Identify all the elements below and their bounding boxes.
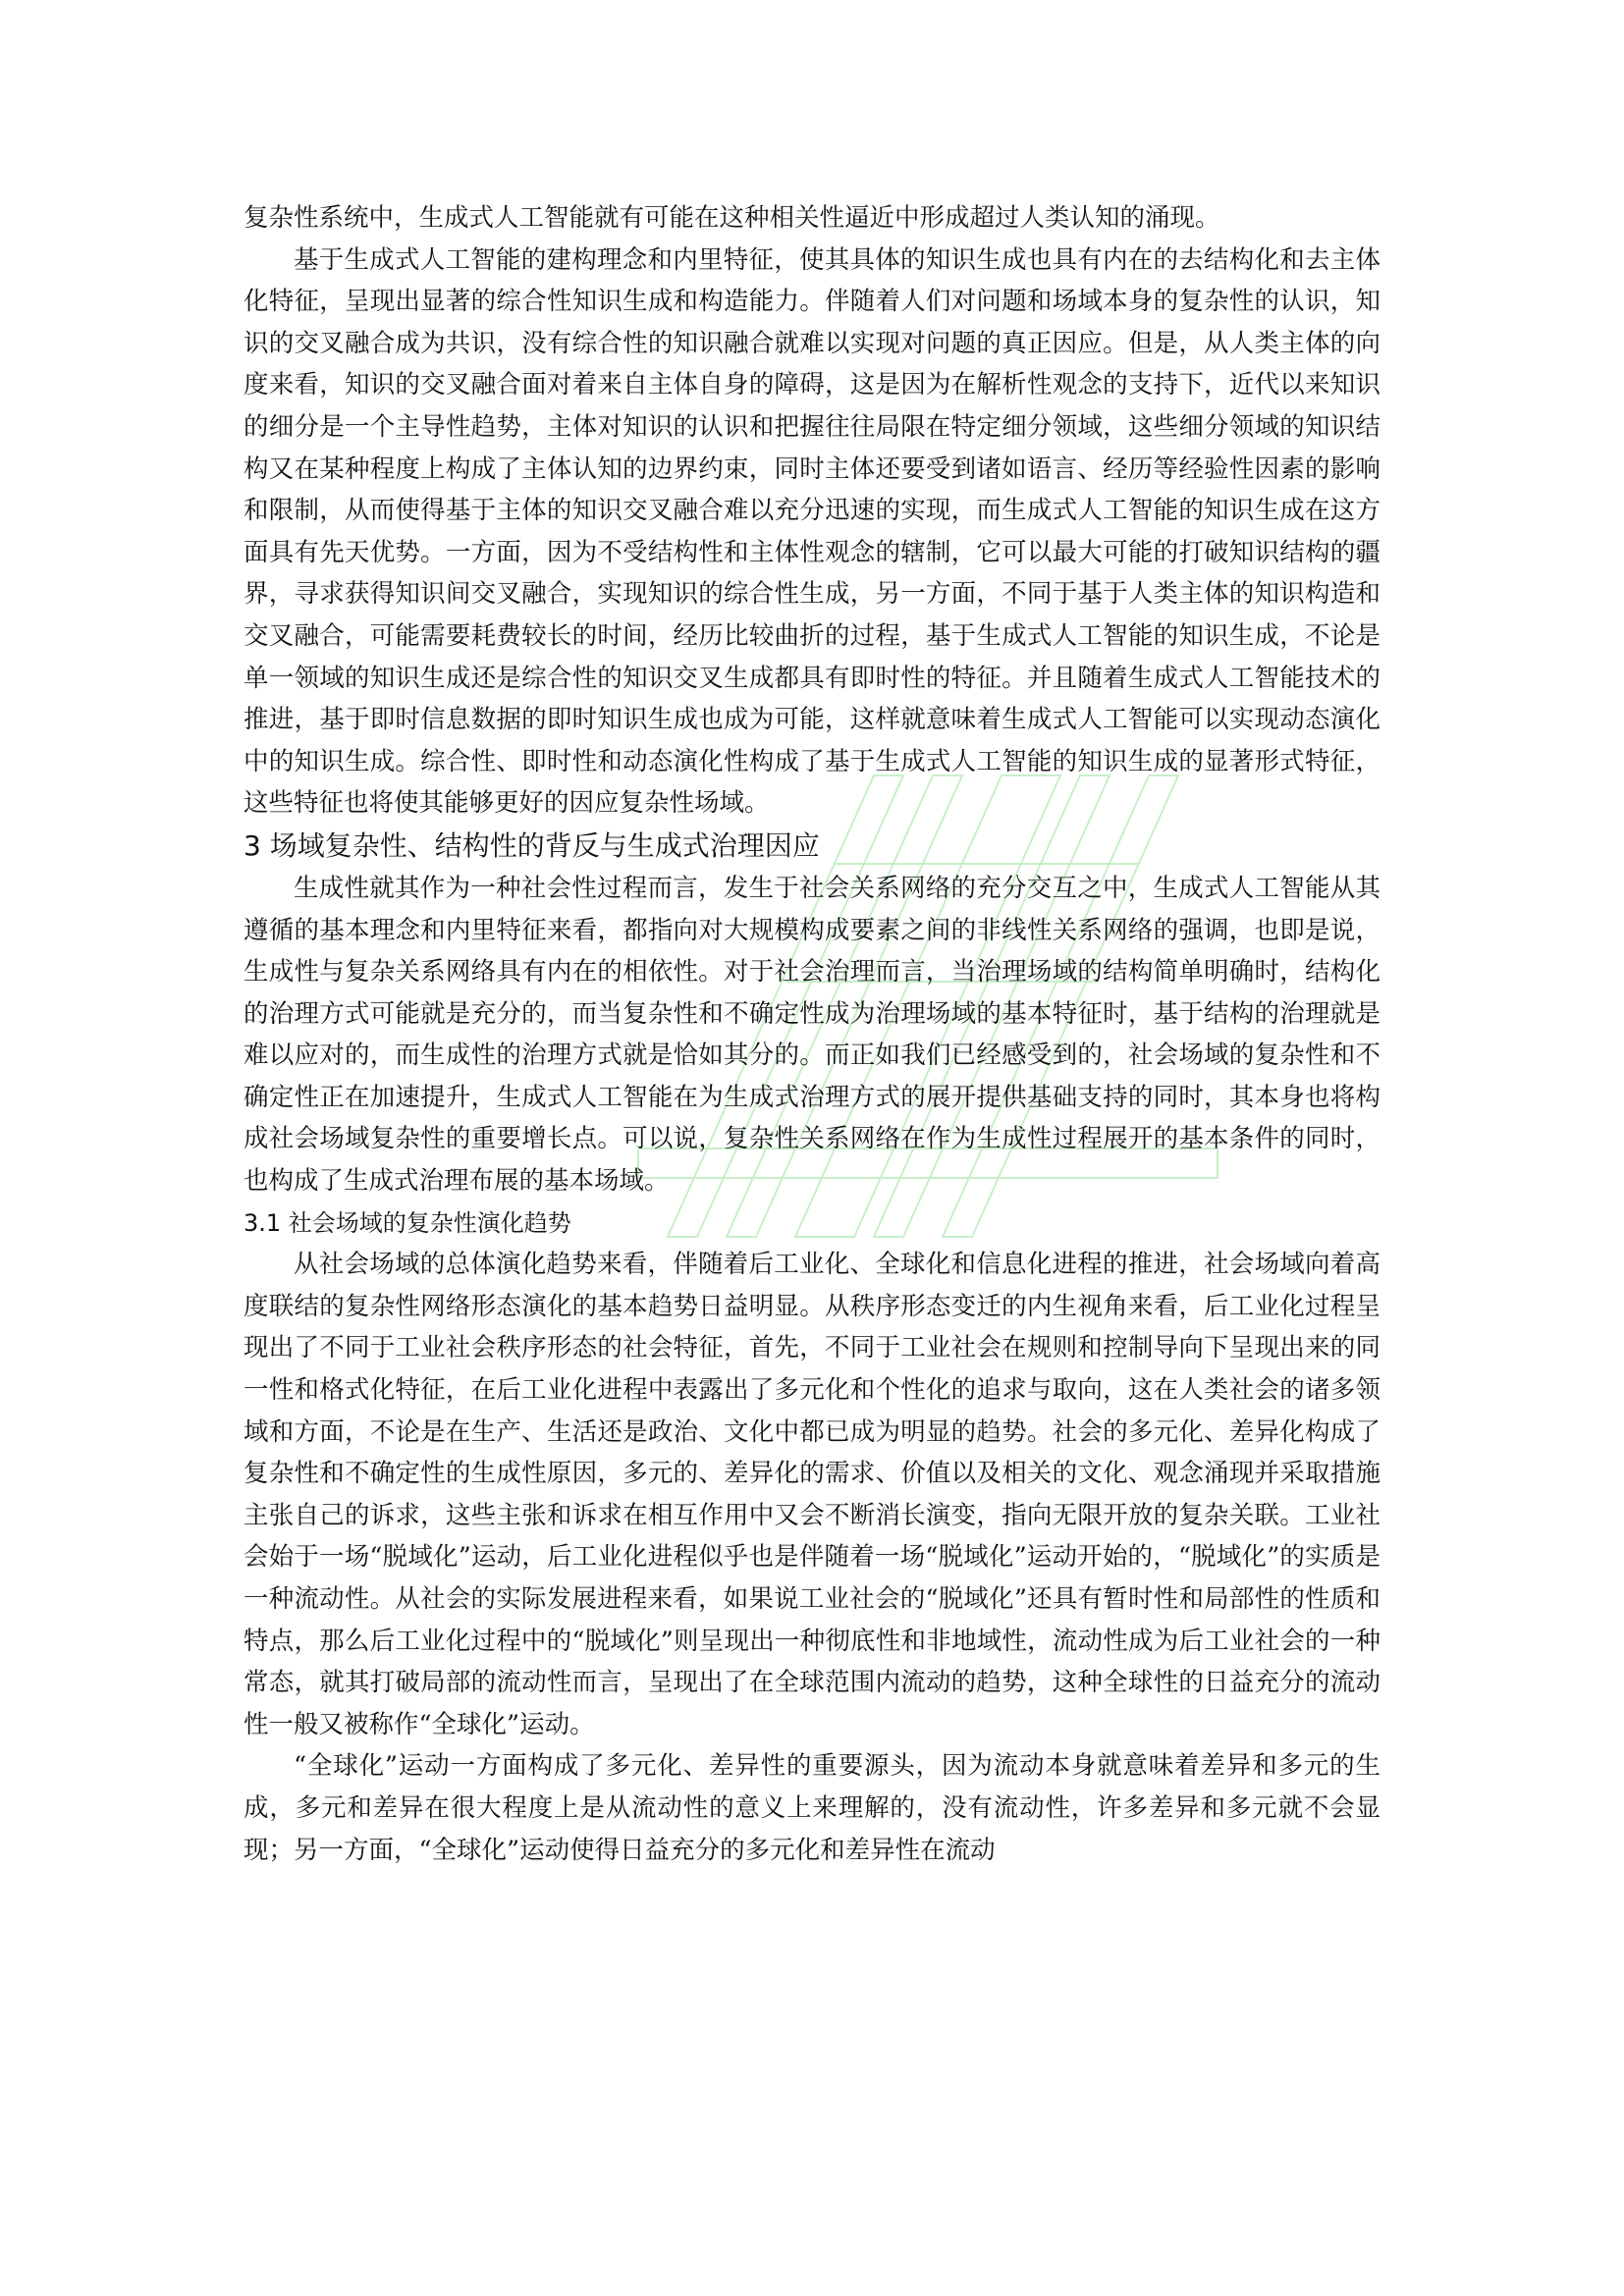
paragraph: 复杂性系统中，生成式人工智能就有可能在这种相关性逼近中形成超过人类认知的涌现。: [244, 203, 1220, 233]
article-body: [244, 197, 1380, 1871]
subsection-heading: 3.1 社会场域的复杂性演化趋势: [244, 1208, 571, 1237]
section-heading: 3 场域复杂性、结构性的背反与生成式治理因应: [244, 828, 820, 862]
paragraph: 生成性就其作为一种社会性过程而言，发生于社会关系网络的充分交互之中，生成式人工智能从其遵循的基本理念和内里特征来看，都指向对大规模构成要素之间的非线性关系网络的强调，也即是说，生成性与复杂关系网络具有内在的相依性。对于社会治理而言，当治理场域的结构简单明确时，结构化的治理方式可能就是充分的，而当复杂性和不确定性成为治理场域的基本特征时，基于结构的治理就是难以应对的，而生成性的治理方式就是恰如其分的。而正如我们已经感受到的，社会场域的复杂性和不确定性正在加速提升，生成式人工智能在为生成式治理方式的展开提供基础支持的同时，其本身也将构成社会场域复杂性的重要增长点。可以说，复杂性关系网络在作为生成性过程展开的基本条件的同时，也构成了生成式治理布展的基本场域。: [244, 873, 1380, 1197]
paragraph: “全球化”运动一方面构成了多元化、差异性的重要源头，因为流动本身就意味着差异和多元的生成，多元和差异在很大程度上是从流动性的意义上来理解的，没有流动性，许多差异和多元就不会显现；另一方面，“全球化”运动使得日益充分的多元化和差异性在流动: [244, 1751, 1380, 1865]
paragraph: 从社会场域的总体演化趋势来看，伴随着后工业化、全球化和信息化进程的推进，社会场域向着高度联结的复杂性网络形态演化的基本趋势日益明显。从秩序形态变迁的内生视角来看，后工业化过程呈现出了不同于工业社会秩序形态的社会特征，首先，不同于工业社会在规则和控制导向下呈现出来的同一性和格式化特征，在后工业化进程中表露出了多元化和个性化的追求与取向，这在人类社会的诸多领域和方面，不论是在生产、生活还是政治、文化中都已成为明显的趋势。社会的多元化、差异化构成了复杂性和不确定性的生成性原因，多元的、差异化的需求、价值以及相关的文化、观念涌现并采取措施主张自己的诉求，这些主张和诉求在相互作用中又会不断消长演变，指向无限开放的复杂关联。工业社会始于一场“脱域化”运动，后工业化进程似乎也是伴随着一场“脱域化”运动开始的，“脱域化”的实质是一种流动性。从社会的实际发展进程来看，如果说工业社会的“脱域化”还具有暂时性和局部性的性质和特点，那么后工业化过程中的“脱域化”则呈现出一种彻底性和非地域性，流动性成为后工业社会的一种常态，就其打破局部的流动性而言，呈现出了在全球范围内流动的趋势，这种全球性的日益充分的流动性一般又被称作“全球化”运动。: [244, 1250, 1380, 1739]
paragraph: 基于生成式人工智能的建构理念和内里特征，使其具体的知识生成也具有内在的去结构化和去主体化特征，呈现出显著的综合性知识生成和构造能力。伴随着人们对问题和场域本身的复杂性的认识，知识的交叉融合成为共识，没有综合性的知识融合就难以实现对问题的真正因应。但是，从人类主体的向度来看，知识的交叉融合面对着来自主体自身的障碍，这是因为在解析性观念的支持下，近代以来知识的细分是一个主导性趋势，主体对知识的认识和把握往往局限在特定细分领域，这些细分领域的知识结构又在某种程度上构成了主体认知的边界约束，同时主体还要受到诸如语言、经历等经验性因素的影响和限制，从而使得基于主体的知识交叉融合难以充分迅速的实现，而生成式人工智能的知识生成在这方面具有先天优势。一方面，因为不受结构性和主体性观念的辖制，它可以最大可能的打破知识结构的疆界，寻求获得知识间交叉融合，实现知识的综合性生成，另一方面，不同于基于人类主体的知识构造和交叉融合，可能需要耗费较长的时间，经历比较曲折的过程，基于生成式人工智能的知识生成，不论是单一领域的知识生成还是综合性的知识交叉生成都具有即时性的特征。并且随着生成式人工智能技术的推进，基于即时信息数据的即时知识生成也成为可能，这样就意味着生成式人工智能可以实现动态演化中的知识生成。综合性、即时性和动态演化性构成了基于生成式人工智能的知识生成的显著形式特征，这些特征也将使其能够更好的因应复杂性场域。: [244, 244, 1380, 819]
